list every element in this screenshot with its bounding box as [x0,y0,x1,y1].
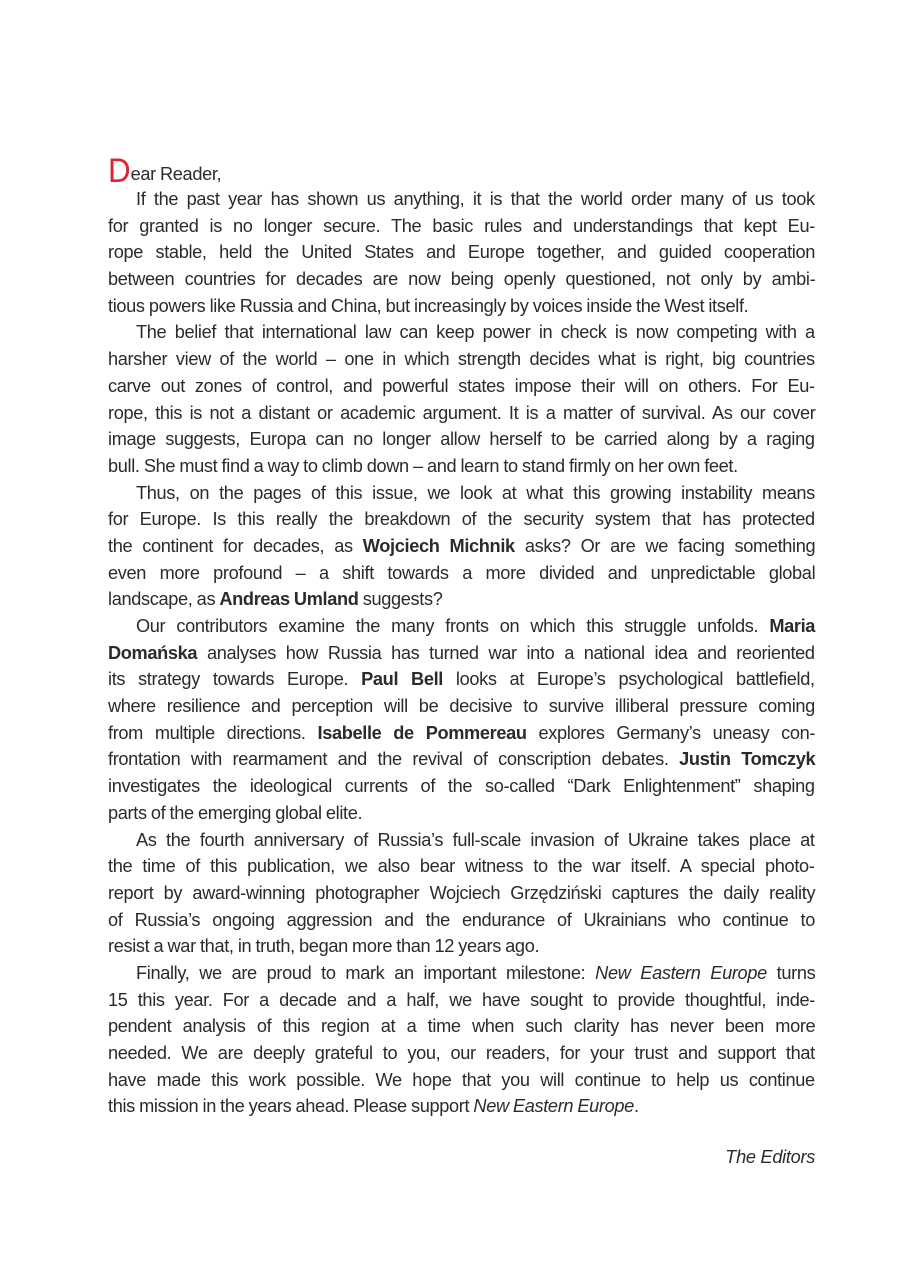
contributor-name: Isabelle de Pommereau [317,722,527,743]
text-line [108,373,815,400]
text-line [108,907,815,934]
text-segment: this mission in the years ahead. Please support [108,1096,474,1117]
text-line [108,426,815,453]
paragraph [108,186,815,319]
publication-title: New Eastern Europe [473,1096,634,1117]
text-segment: Our contributors examine the many fronts on which this struggle unfolds. [136,616,770,636]
text-segment: Finally, we are proud to mark an important milestone: [136,962,596,983]
text-segment: explores Germany’s uneasy con- [526,722,816,743]
text-segment: carve out zones of control, and powerful states impose their will on others. For Eu- [108,375,815,396]
text-line [108,239,815,266]
text-line [108,346,815,373]
text-line [108,266,815,293]
text-segment: harsher view of the world – one in which strength decides what is right, big countries [108,349,815,370]
text-line [108,560,815,587]
text-line [108,960,815,987]
text-segment: The belief that international law can keep power in check is now competing with a [136,322,815,343]
text-segment: resist a war that, in truth, began more than 12 years ago. [108,936,540,957]
publication-title: New Eastern Europe [595,962,767,983]
text-line [108,1067,815,1094]
salutation-text: ear Reader, [130,164,222,184]
text-line [108,186,815,213]
text-line [108,987,815,1014]
drop-cap: D [108,152,131,190]
text-segment: . [633,1096,639,1117]
text-line [108,293,815,320]
text-line [108,453,815,480]
contributor-name: Maria [769,616,816,636]
text-segment: tious powers like Russia and China, but increasingly by voices inside the West itself. [108,295,749,316]
text-segment: the time of this publication, we also bear witness to the war itself. A special photo- [108,856,815,877]
text-segment: rope stable, held the United States and Europe together, and guided cooperation [108,242,816,263]
text-line [108,933,815,960]
text-segment: 15 this year. For a decade and a half, we have sought to provide thoughtful, inde- [108,989,815,1010]
text-segment: analyses how Russia has turned war into a national idea and reoriented [197,642,815,663]
text-line [108,853,815,880]
text-segment: frontation with rearmament and the revival of conscription debates. [108,749,680,770]
text-segment: rope, this is not a distant or academic argument. It is a matter of survival. As our cover [108,402,816,423]
paragraph [108,827,815,960]
text-line [108,613,815,640]
text-line [108,533,815,560]
text-segment: suggests? [358,589,443,610]
paragraph [108,960,815,1120]
text-line [108,666,815,693]
contributor-name: Wojciech Michnik [362,535,515,556]
contributor-name: Andreas Umland [219,589,359,610]
text-line [108,480,815,507]
text-segment: needed. We are deeply grateful to you, our readers, for your trust and support that [108,1043,815,1063]
text-line [108,1013,815,1040]
text-segment: Thus, on the pages of this issue, we look at what this growing instability means [136,482,815,503]
paragraph [108,480,815,613]
text-segment: where resilience and perception will be decisive to survive illiberal pressure coming [108,696,815,717]
text-line [108,773,815,800]
contributor-name: Justin Tomczyk [679,749,816,770]
text-segment: turns [766,962,816,983]
text-segment: looks at Europe’s psychological battlefield, [443,669,815,690]
text-segment: As the fourth anniversary of Russia’s full-scale invasion of Ukraine takes place at [136,829,815,850]
text-segment: If the past year has shown us anything, it is that the world order many of us took [136,189,815,209]
contributor-name: Paul Bell [361,669,444,690]
text-segment: for Europe. Is this really the breakdown of the security system that has protected [108,509,815,530]
text-segment: asks? Or are we facing something [514,535,816,556]
text-segment: for granted is no longer secure. The basic rules and understandings that kept Eu- [108,215,815,236]
text-line [108,1040,815,1067]
text-segment: landscape, as [108,589,220,610]
text-line [108,827,815,854]
text-line [108,640,815,667]
text-segment: the continent for decades, as [108,535,363,556]
text-line [108,506,815,533]
text-line [108,1093,815,1120]
text-line [108,213,815,240]
text-segment: from multiple directions. [108,722,318,743]
text-segment: have made this work possible. We hope that you will continue to help us continue [108,1069,815,1090]
text-line [108,720,815,747]
text-segment: parts of the emerging global elite. [108,802,363,823]
text-segment: its strategy towards Europe. [108,669,362,690]
text-segment: pendent analysis of this region at a time when such clarity has never been more [108,1016,816,1037]
paragraph [108,613,815,827]
text-segment: report by award-winning photographer Wojciech Grzędziński captures the daily reality [108,882,816,903]
text-line [108,746,815,773]
text-line [108,880,815,907]
text-segment: image suggests, Europa can no longer allow herself to be carried along by a raging [108,429,815,450]
signoff: The Editors [725,1147,815,1167]
text-segment: bull. She must find a way to climb down – and learn to stand firmly on her own feet. [108,455,738,476]
text-segment: of Russia’s ongoing aggression and the endurance of Ukrainians who continue to [108,909,816,930]
salutation [108,152,815,190]
text-segment: even more profound – a shift towards a more divided and unpredictable global [108,562,816,583]
contributor-name: Domańska [108,642,198,663]
text-line [108,800,815,827]
text-line [108,586,815,613]
text-line [108,400,815,427]
letter-body [108,186,815,1120]
text-segment: investigates the ideological currents of the so-called “Dark Enlightenment” shaping [108,776,815,797]
text-line [108,319,815,346]
text-line [108,693,815,720]
text-segment: between countries for decades are now being openly questioned, not only by ambi- [108,269,816,290]
editorial-letter [108,152,816,1120]
paragraph [108,319,815,479]
